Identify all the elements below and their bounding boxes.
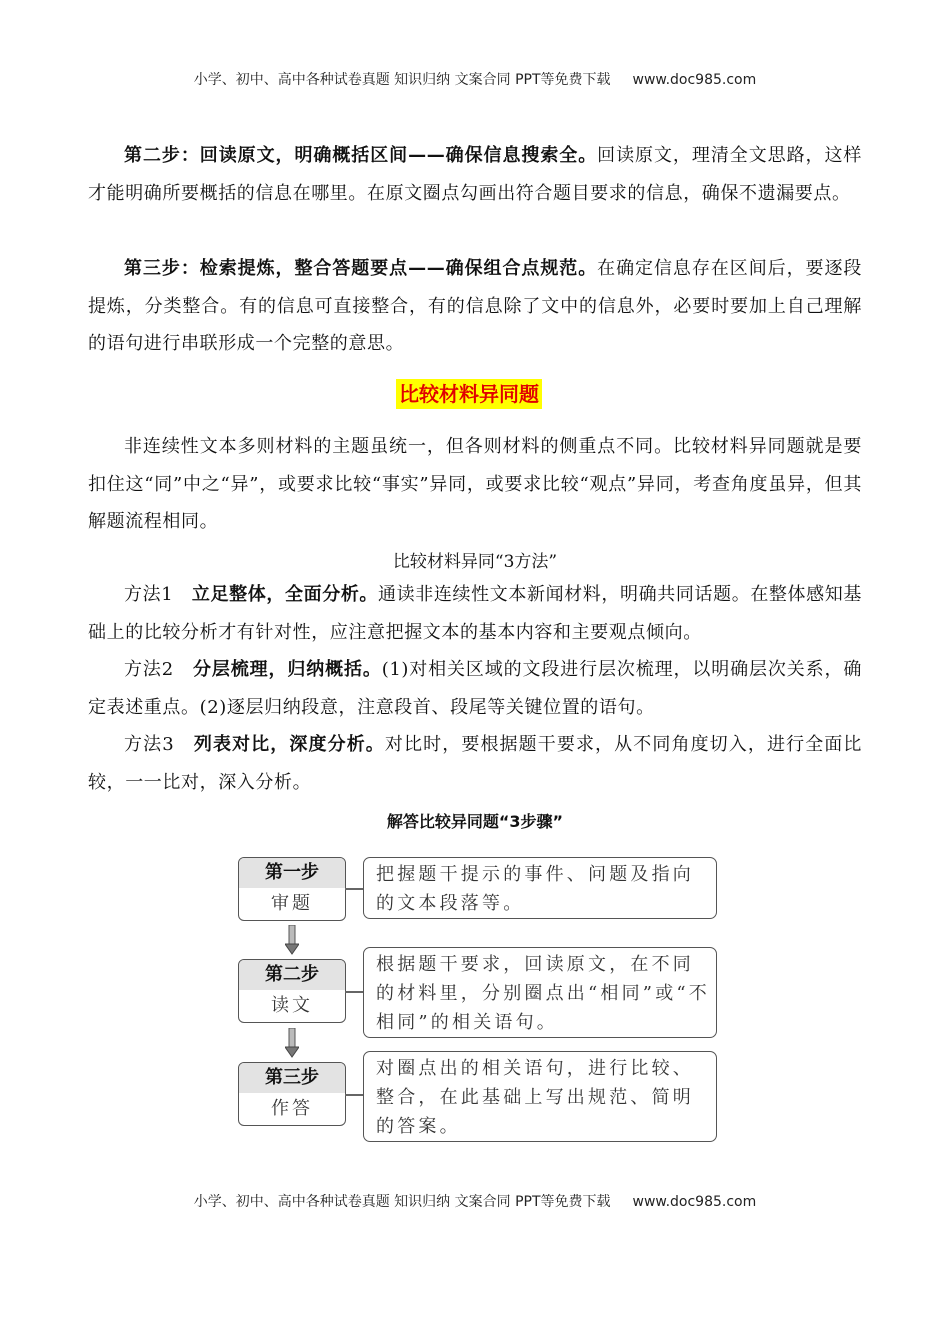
method-1 [88, 576, 862, 651]
method-text: (1)对相关区域的文段进行层次梳理，以明确层次关系，确定表述重点。(2)逐层归纳段意，注意段首、段尾等关键位置的语句。 [88, 659, 862, 718]
paragraph-step-three [88, 250, 862, 363]
step-2-desc: 根据题干要求，回读原文，在不同的材料里，分别圈点出“相同”或“不相同”的相关语句。 [363, 947, 717, 1038]
header-url[interactable]: www.doc985.com [632, 72, 757, 88]
method-label: 方法2 [124, 659, 193, 680]
method-heading: 分层梳理，归纳概括。 [192, 659, 382, 680]
page-header [0, 69, 950, 89]
connector [345, 1094, 363, 1096]
paragraph-text: 在确定信息存在区间后，要逐段提炼，分类整合。有的信息可直接整合，有的信息除了文中的信息外，必要时要加上自己理解的语句进行串联形成一个完整的意思。 [88, 258, 862, 355]
down-arrow-icon [285, 925, 299, 955]
footer-text: 小学、初中、高中各种试卷真题 知识归纳 文案合同 PPT等免费下载 [193, 1194, 611, 1210]
methods-title: 比较材料异同“3方法” [392, 552, 558, 572]
footer-url[interactable]: www.doc985.com [632, 1194, 757, 1210]
method-text: 通读非连续性文本新闻材料，明确共同话题。在整体感知基础上的比较分析才有针对性，应注意把握文本的基本内容和主要观点倾向。 [88, 584, 862, 643]
paragraph-heading: 第二步：回读原文，明确概括区间——确保信息搜索全。 [124, 145, 598, 166]
step-name: 作答 [271, 1098, 313, 1119]
intro-paragraph: 非连续性文本多则材料的主题虽统一，但各则材料的侧重点不同。比较材料异同题就是要扣住这“同”中之“异”，或要求比较“事实”异同，或要求比较“观点”异同，考查角度虽异，但其解题流程相同。 [88, 436, 862, 533]
paragraph-text: 回读原文，理清全文思路，这样才能明确所要概括的信息在哪里。在原文圈点勾画出符合题目要求的信息，确保不遗漏要点。 [88, 145, 862, 204]
connector [345, 991, 363, 993]
down-arrow-icon [285, 1028, 299, 1058]
steps-title: 解答比较异同题“3步骤” [386, 812, 564, 831]
method-label: 方法1 [124, 584, 192, 605]
paragraph-step-two [88, 137, 862, 212]
step-3-desc: 对圈点出的相关语句，进行比较、整合，在此基础上写出规范、简明的答案。 [363, 1051, 717, 1142]
step-2-box [238, 959, 346, 1023]
paragraph-heading: 第三步：检索提炼，整合答题要点——确保组合点规范。 [124, 258, 598, 279]
method-2 [88, 651, 862, 726]
step-1-box [238, 857, 346, 921]
step-name: 读文 [271, 995, 313, 1016]
step-label: 第二步 [239, 960, 345, 990]
method-text: 对比时，要根据题干要求，从不同角度切入，进行全面比较，一一比对，深入分析。 [88, 734, 863, 793]
step-label: 第一步 [239, 858, 345, 888]
step-label: 第三步 [239, 1063, 345, 1093]
page-footer [0, 1191, 950, 1211]
method-label: 方法3 [124, 734, 194, 755]
step-1-desc: 把握题干提示的事件、问题及指向的文本段落等。 [363, 857, 717, 919]
connector [345, 888, 363, 890]
method-heading: 立足整体，全面分析。 [191, 584, 379, 605]
method-heading: 列表对比，深度分析。 [193, 734, 385, 755]
step-name: 审题 [271, 893, 313, 914]
step-3-box [238, 1062, 346, 1126]
header-text: 小学、初中、高中各种试卷真题 知识归纳 文案合同 PPT等免费下载 [193, 72, 611, 88]
section-title: 比较材料异同题 [396, 379, 542, 409]
method-3 [88, 726, 862, 801]
